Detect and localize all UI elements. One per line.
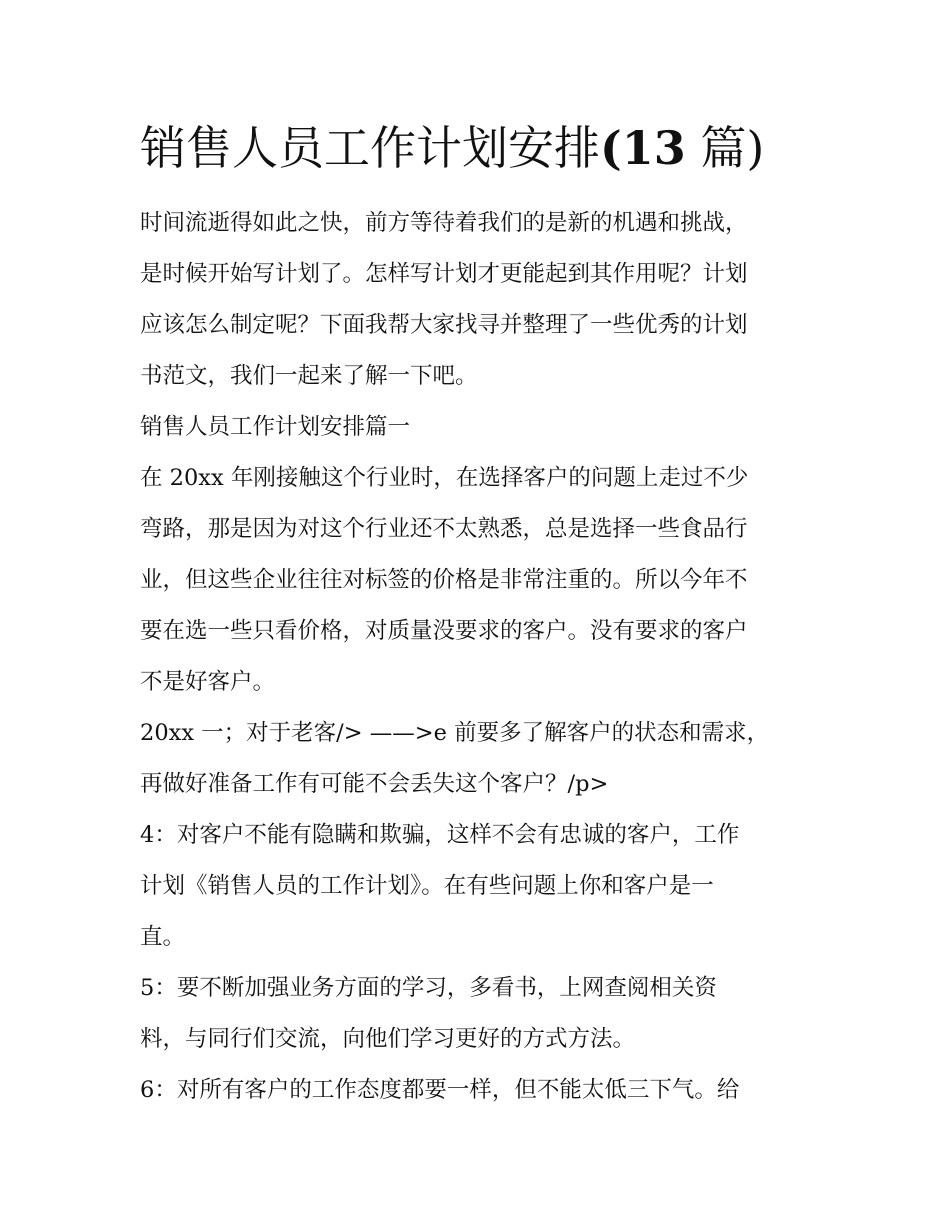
body-line: 直。 bbox=[140, 924, 186, 950]
document-body bbox=[140, 198, 820, 1116]
body-line: 6：对所有客户的工作态度都要一样，但不能太低三下气。给 bbox=[140, 1077, 740, 1103]
title-main: 销售人员工作计划安排 bbox=[140, 121, 600, 175]
body-line: 再做好准备工作有可能不会丢失这个客户？/p> bbox=[140, 771, 609, 797]
body-line: 5：要不断加强业务方面的学习，多看书，上网查阅相关资 bbox=[140, 975, 717, 1001]
body-line: 计划《销售人员的工作计划》。在有些问题上你和客户是一 bbox=[140, 873, 714, 899]
title-count: (13 bbox=[600, 121, 686, 175]
body-line: 应该怎么制定呢？下面我帮大家找寻并整理了一些优秀的计划 bbox=[140, 312, 748, 338]
document-title bbox=[140, 118, 764, 178]
body-line: 在 20xx 年刚接触这个行业时，在选择客户的问题上走过不少 bbox=[140, 465, 749, 491]
body-line: 业，但这些企业往往对标签的价格是非常注重的。所以今年不 bbox=[140, 567, 748, 593]
body-line: 弯路，那是因为对这个行业还不太熟悉，总是选择一些食品行 bbox=[140, 516, 748, 542]
body-line: 时间流逝得如此之快，前方等待着我们的是新的机遇和挑战， bbox=[140, 210, 748, 236]
body-line: 要在选一些只看价格，对质量没要求的客户。没有要求的客户 bbox=[140, 618, 748, 644]
body-line: 20xx 一；对于老客/> ——>e 前要多了解客户的状态和需求， bbox=[140, 720, 770, 746]
body-line: 不是好客户。 bbox=[140, 669, 276, 695]
body-line: 料，与同行们交流，向他们学习更好的方式方法。 bbox=[140, 1026, 636, 1052]
title-suffix: 篇) bbox=[685, 121, 765, 175]
body-line: 是时候开始写计划了。怎样写计划才更能起到其作用呢？计划 bbox=[140, 261, 748, 287]
section-heading: 销售人员工作计划安排篇一 bbox=[140, 414, 411, 440]
body-line: 4：对客户不能有隐瞒和欺骗，这样不会有忠诚的客户，工作 bbox=[140, 822, 740, 848]
body-line: 书范文，我们一起来了解一下吧。 bbox=[140, 363, 478, 389]
